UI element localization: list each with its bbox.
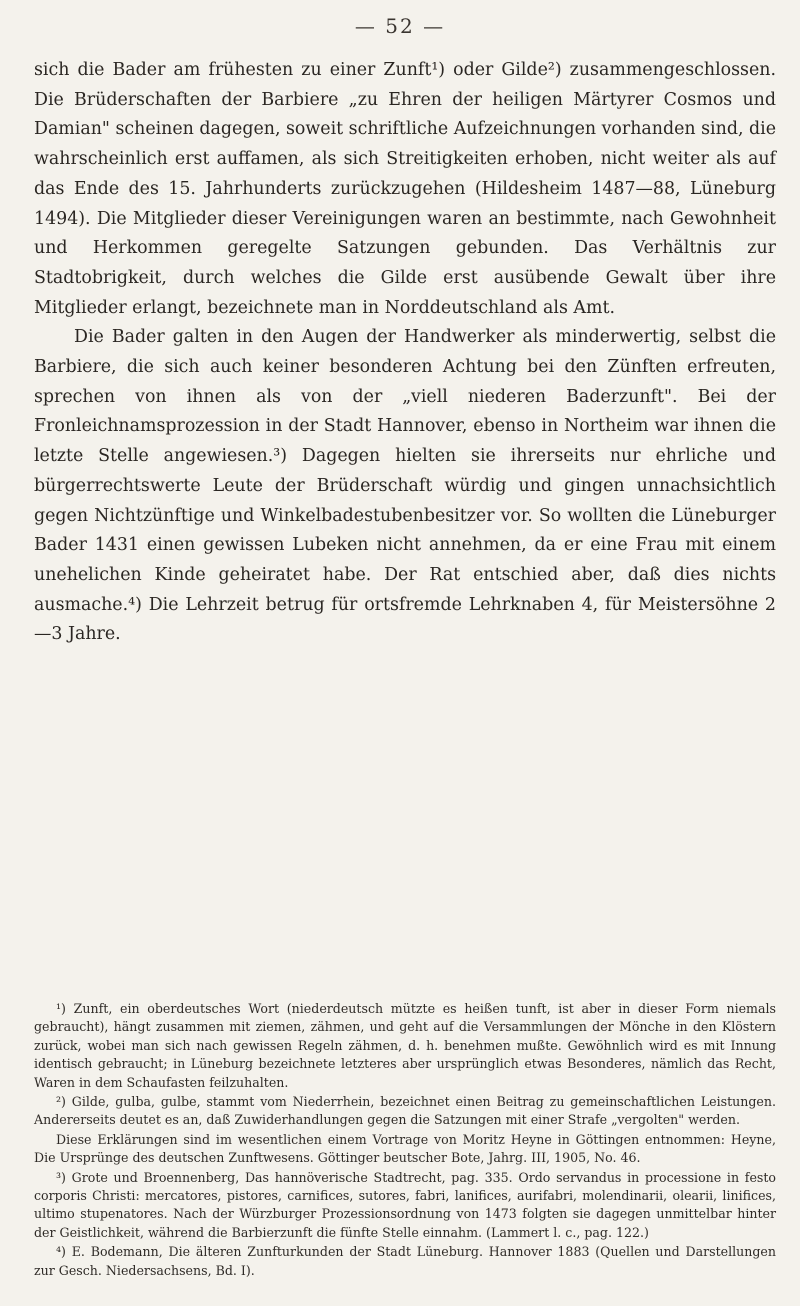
footnote: ³) Grote und Broennenberg, Das hannöverische Stadtrecht, pag. 335. Ordo servandus in processione in festo corporis Christi: mercatores, pistores, carnifices, sutores, fabri, lanifices, aurifabri, molendinarii, olearii, linifices, ultimo stupenatores. Nach der Würzburger Prozessionsordnung von 1473 folgten sie dagegen unmittelbar hinter der Geistlichkeit, während die Barbierzunft die fünfte Stelle einnahm. (Lammert l. c., pag. 122.) <box>34 1169 776 1240</box>
paragraph: sich die Bader am frühesten zu einer Zunft¹) oder Gilde²) zusammengeschlossen. Die Brüderschaften der Barbiere „zu Ehren der heiligen Märtyrer Cosmos und Damian" scheinen dagegen, soweit schriftliche Aufzeichnungen vorhanden sind, die wahrscheinlich erst auffamen, als sich Streitigkeiten erhoben, nicht weiter als auf das Ende des 15. Jahrhunderts zurückzugehen (Hildesheim 1487—88, Lüneburg 1494). Die Mitglieder dieser Vereinigungen waren an bestimmte, nach Gewohnheit und Herkommen geregelte Satzungen gebunden. Das Verhältnis zur Stadtobrigkeit, durch welches die Gilde erst ausübende Gewalt über ihre Mitglieder erlangt, bezeichnete man in Norddeutschland als Amt. <box>34 60 776 318</box>
footnote: ²) Gilde, gulba, gulbe, stammt vom Niederrhein, bezeichnet einen Beitrag zu gemeinschaftlichen Leistungen. Andererseits deutet es an, daß Zuwiderhandlungen gegen die Satzungen mit einer Strafe „vergolten" werden. <box>34 1094 776 1128</box>
footnotes <box>34 1000 776 1281</box>
footnote-continuation: Diese Erklärungen sind im wesentlichen einem Vortrage von Moritz Heyne in Göttingen entnommen: Heyne, Die Ursprünge des deutschen Zunftwesens. Göttinger beutscher Bote, Jahrg. III, 1905, No. 46. <box>34 1131 776 1166</box>
main-text <box>34 56 776 650</box>
footnote: ⁴) E. Bodemann, Die älteren Zunfturkunden der Stadt Lüneburg. Hannover 1883 (Quellen und Darstellungen zur Gesch. Niedersachsens, Bd. I). <box>34 1244 776 1278</box>
footnote: ¹) Zunft, ein oberdeutsches Wort (niederdeutsch mützte es heißen tunft, ist aber in dieser Form niemals gebraucht), hängt zusammen mit ziemen, zähmen, und geht auf die Versammlungen der Mönche in den Klöstern zurück, wobei man sich nach gewissen Regeln zähmen, d. h. benehmen mußte. Gewöhnlich wird es mit Innung identisch gebraucht; in Lüneburg bezeichnete letzteres aber ursprünglich etwas Besonderes, nämlich das Recht, Waren in dem Schaufasten feilzuhalten. <box>34 1001 776 1090</box>
paragraph: Die Bader galten in den Augen der Handwerker als minderwertig, selbst die Barbiere, die sich auch keiner besonderen Achtung bei den Zünften erfreuten, sprechen von ihnen als von der „viell niederen Baderzunft". Bei der Fronleichnamsprozession in der Stadt Hannover, ebenso in Northeim war ihnen die letzte Stelle angewiesen.³) Dagegen hielten sie ihrerseits nur ehrliche und bürgerrechtswerte Leute der Brüderschaft würdig und gingen unnachsichtlich gegen Nichtzünftige und Winkelbadestubenbesitzer vor. So wollten die Lüneburger Bader 1431 einen gewissen Lubeken nicht annehmen, da er eine Frau mit einem unehelichen Kinde geheiratet habe. Der Rat entschied aber, daß dies nichts ausmache.⁴) Die Lehrzeit betrug für ortsfremde Lehrknaben 4, für Meistersöhne 2—3 Jahre. <box>34 327 776 645</box>
page-number: — 52 — <box>354 14 446 38</box>
